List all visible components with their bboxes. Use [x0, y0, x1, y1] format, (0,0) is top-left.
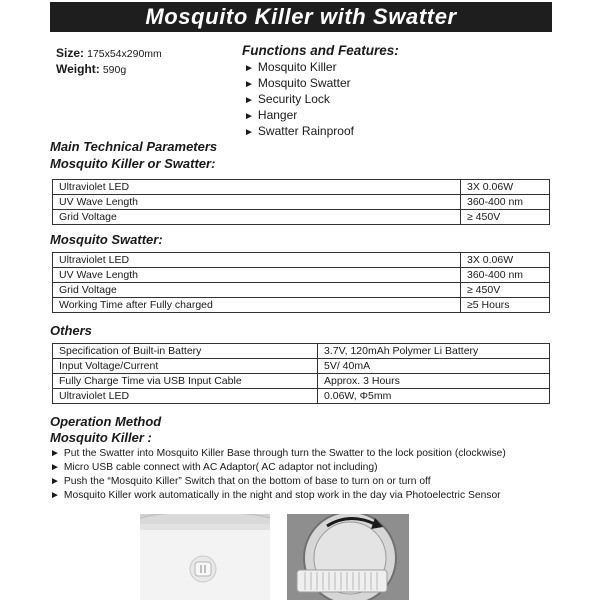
- play-arrow-icon: ►: [50, 448, 60, 459]
- play-arrow-icon: ►: [244, 127, 254, 138]
- param-name: Input Voltage/Current: [53, 359, 318, 374]
- main-params-subtitle: Mosquito Killer or Swatter:: [50, 156, 216, 171]
- list-item: ► Mosquito Killer work automatically in the night and stop work in the day via Photoelectric Sensor: [50, 490, 501, 501]
- others-table: [52, 343, 550, 404]
- operation-steps: [50, 447, 506, 503]
- play-arrow-icon: ►: [50, 476, 60, 487]
- play-arrow-icon: ►: [244, 111, 254, 122]
- others-title: Others: [50, 323, 92, 338]
- param-value: ≥ 450V: [461, 283, 550, 298]
- param-value: Approx. 3 Hours: [318, 374, 550, 389]
- param-value: 360-400 nm: [461, 268, 550, 283]
- features-title: Functions and Features:: [242, 43, 399, 58]
- swatter-table: [52, 252, 550, 313]
- features-list: [242, 60, 399, 140]
- table-row: [53, 253, 550, 268]
- size-label: Size:: [56, 46, 85, 60]
- base-switch-illustration: [140, 514, 270, 600]
- page-title: Mosquito Killer with Swatter: [50, 2, 552, 32]
- size-value: 175x54x290mm: [87, 48, 162, 60]
- play-arrow-icon: ►: [50, 490, 60, 501]
- list-item: ► Put the Swatter into Mosquito Killer Base through turn the Swatter to the lock position (clockwise): [50, 448, 506, 459]
- param-name: Working Time after Fully charged: [53, 298, 461, 313]
- list-item: ► Micro USB cable connect with AC Adaptor( AC adaptor not including): [50, 462, 378, 473]
- param-value: 3.7V, 120mAh Polymer Li Battery: [318, 344, 550, 359]
- param-name: UV Wave Length: [53, 268, 461, 283]
- lock-rotation-illustration: [287, 514, 409, 600]
- feature-item: ► Mosquito Killer: [244, 60, 337, 74]
- play-arrow-icon: ►: [244, 95, 254, 106]
- operation-title: Operation Method: [50, 414, 162, 429]
- table-row: [53, 344, 550, 359]
- table-row: [53, 283, 550, 298]
- feature-item: ► Security Lock: [244, 92, 330, 106]
- main-params-table: [52, 179, 550, 225]
- swatter-title: Mosquito Swatter:: [50, 232, 163, 247]
- param-value: 5V/ 40mA: [318, 359, 550, 374]
- param-value: 0.06W, Φ5mm: [318, 389, 550, 404]
- param-value: ≥5 Hours: [461, 298, 550, 313]
- param-name: Ultraviolet LED: [53, 389, 318, 404]
- table-row: [53, 389, 550, 404]
- param-name: Specification of Built-in Battery: [53, 344, 318, 359]
- feature-item: ► Hanger: [244, 108, 298, 122]
- size-row: [56, 46, 162, 62]
- table-row: [53, 210, 550, 225]
- feature-item: ► Mosquito Swatter: [244, 76, 351, 90]
- table-row: [53, 359, 550, 374]
- specs-block: [56, 46, 162, 78]
- param-name: Ultraviolet LED: [53, 180, 461, 195]
- param-value: ≥ 450V: [461, 210, 550, 225]
- param-name: Ultraviolet LED: [53, 253, 461, 268]
- table-row: [53, 180, 550, 195]
- list-item: ► Push the “Mosquito Killer” Switch that on the bottom of base to turn on or turn off: [50, 476, 431, 487]
- table-row: [53, 374, 550, 389]
- weight-row: [56, 62, 162, 78]
- param-value: 360-400 nm: [461, 195, 550, 210]
- product-photo-base: [140, 514, 270, 600]
- table-row: [53, 268, 550, 283]
- play-arrow-icon: ►: [244, 79, 254, 90]
- param-name: UV Wave Length: [53, 195, 461, 210]
- param-value: 3X 0.06W: [461, 180, 550, 195]
- table-row: [53, 298, 550, 313]
- play-arrow-icon: ►: [50, 462, 60, 473]
- operation-subtitle: Mosquito Killer :: [50, 430, 152, 445]
- features-block: [242, 42, 399, 140]
- feature-item: ► Swatter Rainproof: [244, 124, 354, 138]
- weight-label: Weight:: [56, 62, 100, 76]
- play-arrow-icon: ►: [244, 63, 254, 74]
- main-params-title: Main Technical Parameters: [50, 139, 218, 154]
- product-photo-lock: [287, 514, 409, 600]
- weight-value: 590g: [102, 64, 127, 76]
- param-name: Grid Voltage: [53, 210, 461, 225]
- param-value: 3X 0.06W: [461, 253, 550, 268]
- param-name: Grid Voltage: [53, 283, 461, 298]
- param-name: Fully Charge Time via USB Input Cable: [53, 374, 318, 389]
- table-row: [53, 195, 550, 210]
